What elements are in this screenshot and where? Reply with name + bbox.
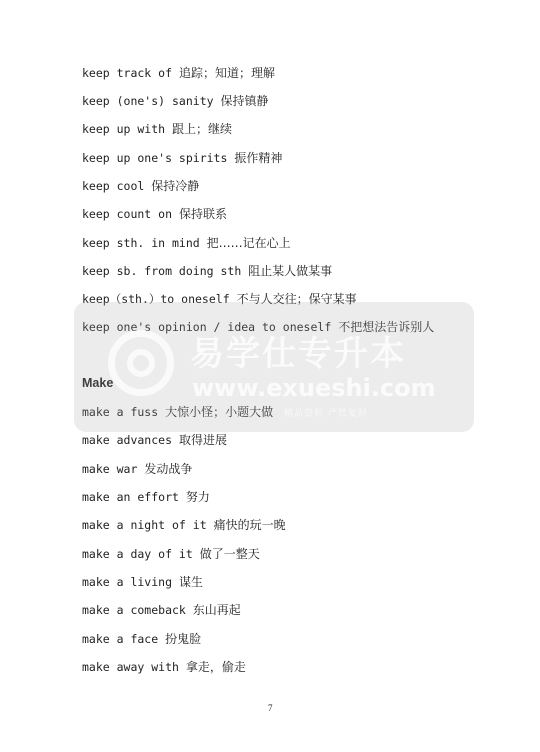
list-item: make an effort 努力 [82, 490, 210, 504]
list-item: keep one's opinion / idea to oneself 不把想法告诉别人 [82, 320, 435, 334]
list-item: make a fuss 大惊小怪；小题大做 [82, 405, 274, 419]
list-item: keep (one's) sanity 保持镇静 [82, 94, 269, 108]
list-item: make advances 取得进展 [82, 433, 227, 447]
list-item: keep track of 追踪；知道；理解 [82, 66, 275, 80]
list-item: keep up one's spirits 振作精神 [82, 151, 283, 165]
list-item: keep up with 跟上；继续 [82, 122, 233, 136]
list-item: make war 发动战争 [82, 462, 193, 476]
list-item: keep sth. in mind 把……记在心上 [82, 236, 291, 250]
page-number: 7 [268, 703, 273, 713]
watermark-tagline: 精品资料 严禁复制 [284, 409, 368, 419]
list-item: keep sb. from doing sth 阻止某人做某事 [82, 264, 333, 278]
watermark-logo-icon [108, 330, 174, 396]
list-item: make a comeback 东山再起 [82, 603, 241, 617]
list-item: keep（sth.）to oneself 不与人交往；保守某事 [82, 292, 357, 306]
section-heading: Make [82, 376, 114, 390]
watermark-url: www.exueshi.com [192, 374, 436, 402]
watermark-brand: 易学仕专升本 [190, 334, 406, 374]
list-item: make a night of it 痛快的玩一晚 [82, 518, 286, 532]
list-item: make a living 谋生 [82, 575, 203, 589]
list-item: keep cool 保持冷静 [82, 179, 200, 193]
list-item: make a face 扮鬼脸 [82, 632, 202, 646]
list-item: make a day of it 做了一整天 [82, 547, 260, 561]
list-item: make away with 拿走，偷走 [82, 660, 246, 674]
list-item: keep count on 保持联系 [82, 207, 227, 221]
